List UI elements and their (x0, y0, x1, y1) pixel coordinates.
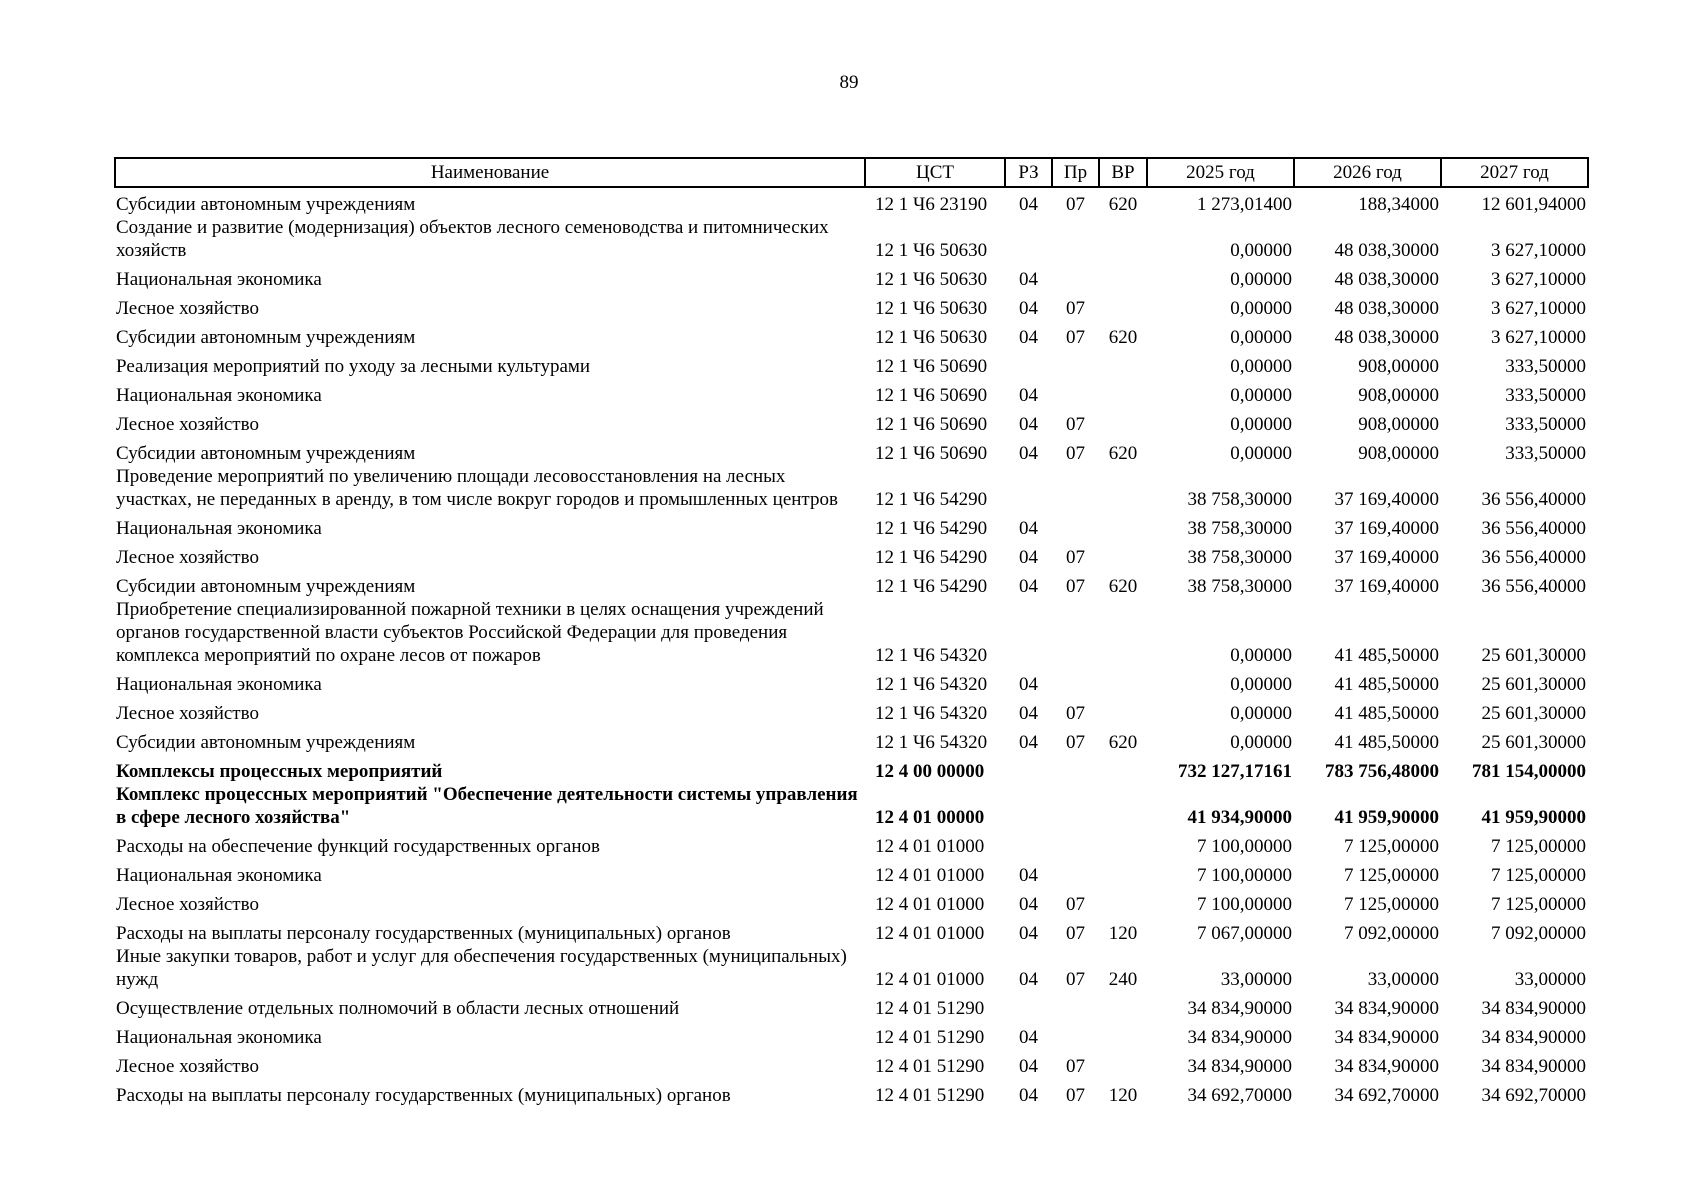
row-value-2026: 41 485,50000 (1334, 703, 1439, 724)
row-value-2026: 7 125,00000 (1344, 894, 1439, 915)
table-row (115, 1020, 1588, 1049)
row-value-2027: 333,50000 (1505, 385, 1586, 406)
row-vr: 620 (1108, 194, 1138, 215)
row-value-2027: 34 834,90000 (1481, 1027, 1586, 1048)
row-vr (1099, 465, 1147, 511)
row-value-2027: 7 125,00000 (1491, 894, 1586, 915)
row-value-2026: 7 125,00000 (1344, 836, 1439, 857)
row-vr (1099, 754, 1147, 783)
row-value-2025: 0,00000 (1230, 240, 1292, 261)
row-name: Субсидии автономным учреждениям (116, 732, 416, 753)
row-vr (1099, 291, 1147, 320)
row-name: Лесное хозяйство (116, 703, 259, 724)
table-row (115, 540, 1588, 569)
header-2027: 2027 год (1441, 158, 1588, 187)
row-name: Субсидии автономным учреждениям (116, 194, 416, 215)
row-rz: 04 (1019, 298, 1038, 319)
row-value-2025: 0,00000 (1230, 269, 1292, 290)
row-cst: 12 1 Ч6 50690 (875, 414, 988, 435)
row-rz: 04 (1019, 894, 1038, 915)
row-pr (1052, 598, 1099, 667)
table-row (115, 465, 1588, 511)
row-cst: 12 1 Ч6 50630 (875, 240, 988, 261)
row-rz (1005, 829, 1052, 858)
row-rz: 04 (1019, 518, 1038, 539)
row-name: Национальная экономика (116, 269, 322, 290)
row-cst: 12 1 Ч6 50690 (875, 356, 988, 377)
table-row (115, 725, 1588, 754)
row-value-2027: 36 556,40000 (1481, 518, 1586, 539)
table-row (115, 291, 1588, 320)
header-pr: Пр (1052, 158, 1099, 187)
row-pr: 07 (1066, 327, 1085, 348)
header-vr: ВР (1099, 158, 1147, 187)
row-pr (1052, 667, 1099, 696)
row-value-2026: 41 959,90000 (1334, 807, 1439, 828)
row-pr: 07 (1066, 414, 1085, 435)
table-row (115, 1049, 1588, 1078)
row-value-2027: 41 959,90000 (1481, 807, 1586, 828)
row-rz: 04 (1019, 414, 1038, 435)
table-row (115, 667, 1588, 696)
row-value-2025: 34 834,90000 (1187, 1056, 1292, 1077)
row-name: Лесное хозяйство (116, 1056, 259, 1077)
row-value-2026: 34 692,70000 (1334, 1085, 1439, 1106)
row-name: Лесное хозяйство (116, 298, 259, 319)
row-value-2027: 7 092,00000 (1491, 923, 1586, 944)
row-pr (1052, 829, 1099, 858)
row-rz: 04 (1019, 674, 1038, 695)
row-rz: 04 (1019, 547, 1038, 568)
table-row (115, 991, 1588, 1020)
row-name: Расходы на выплаты персоналу государственных (муниципальных) органов (116, 923, 731, 944)
row-rz (1005, 465, 1052, 511)
row-pr: 07 (1066, 703, 1085, 724)
row-value-2027: 25 601,30000 (1481, 645, 1586, 666)
row-value-2025: 34 834,90000 (1187, 1027, 1292, 1048)
row-name: Создание и развитие (модернизация) объектов лесного семеноводства и питомнических хозяйств (116, 217, 829, 261)
header-name: Наименование (115, 158, 865, 187)
table-row (115, 262, 1588, 291)
row-name: Проведение мероприятий по увеличению площади лесовосстановления на лесных участках, не переданных в аренду, в том числе вокруг городов и промышленных центров (116, 466, 838, 510)
row-value-2025: 34 834,90000 (1187, 998, 1292, 1019)
row-pr: 07 (1066, 1085, 1085, 1106)
row-cst: 12 1 Ч6 54290 (875, 489, 988, 510)
row-value-2027: 12 601,94000 (1481, 194, 1586, 215)
row-pr: 07 (1066, 894, 1085, 915)
row-vr: 620 (1108, 732, 1138, 753)
row-pr: 07 (1066, 1056, 1085, 1077)
row-vr (1099, 991, 1147, 1020)
row-name: Национальная экономика (116, 1027, 322, 1048)
table-row (115, 783, 1588, 829)
row-vr (1099, 378, 1147, 407)
table-row (115, 1078, 1588, 1107)
row-pr (1052, 754, 1099, 783)
row-value-2027: 34 834,90000 (1481, 1056, 1586, 1077)
table-row (115, 858, 1588, 887)
row-cst: 12 1 Ч6 50630 (875, 298, 988, 319)
row-rz (1005, 216, 1052, 262)
page-number: 89 (839, 72, 859, 93)
row-value-2025: 0,00000 (1230, 385, 1292, 406)
row-cst: 12 1 Ч6 54290 (875, 576, 988, 597)
table-header-row (115, 158, 1588, 187)
row-vr (1099, 858, 1147, 887)
row-name: Комплексы процессных мероприятий (116, 761, 443, 782)
row-cst: 12 1 Ч6 54320 (875, 645, 988, 666)
row-value-2026: 37 169,40000 (1334, 518, 1439, 539)
row-cst: 12 1 Ч6 54320 (875, 732, 988, 753)
row-value-2026: 33,00000 (1367, 969, 1439, 990)
row-value-2025: 7 100,00000 (1197, 836, 1292, 857)
row-value-2025: 7 100,00000 (1197, 894, 1292, 915)
row-rz: 04 (1019, 194, 1038, 215)
table-row (115, 216, 1588, 262)
row-cst: 12 4 01 01000 (875, 894, 985, 915)
row-value-2025: 38 758,30000 (1187, 518, 1292, 539)
row-cst: 12 1 Ч6 54290 (875, 547, 988, 568)
row-value-2025: 0,00000 (1230, 327, 1292, 348)
row-value-2027: 33,00000 (1514, 969, 1586, 990)
row-value-2026: 41 485,50000 (1334, 732, 1439, 753)
row-cst: 12 4 01 51290 (875, 998, 985, 1019)
row-name: Национальная экономика (116, 674, 322, 695)
table-row (115, 945, 1588, 991)
row-name: Национальная экономика (116, 385, 322, 406)
row-rz: 04 (1019, 327, 1038, 348)
row-value-2027: 25 601,30000 (1481, 732, 1586, 753)
row-value-2026: 41 485,50000 (1334, 674, 1439, 695)
header-cst: ЦСТ (865, 158, 1005, 187)
row-pr (1052, 262, 1099, 291)
row-value-2025: 0,00000 (1230, 703, 1292, 724)
row-cst: 12 4 01 01000 (875, 865, 985, 886)
row-vr: 240 (1108, 969, 1138, 990)
row-cst: 12 4 01 01000 (875, 836, 985, 857)
row-value-2026: 34 834,90000 (1334, 998, 1439, 1019)
budget-table (114, 157, 1589, 1107)
row-value-2026: 7 092,00000 (1344, 923, 1439, 944)
row-rz: 04 (1019, 732, 1038, 753)
row-pr: 07 (1066, 547, 1085, 568)
row-name: Лесное хозяйство (116, 414, 259, 435)
row-value-2026: 908,00000 (1358, 356, 1439, 377)
row-value-2026: 783 756,48000 (1325, 761, 1439, 782)
row-value-2025: 0,00000 (1230, 674, 1292, 695)
row-rz: 04 (1019, 923, 1038, 944)
row-cst: 12 1 Ч6 50630 (875, 327, 988, 348)
row-vr (1099, 216, 1147, 262)
row-pr: 07 (1066, 298, 1085, 319)
row-vr (1099, 829, 1147, 858)
row-pr (1052, 216, 1099, 262)
row-cst: 12 1 Ч6 54320 (875, 674, 988, 695)
row-value-2027: 3 627,10000 (1491, 240, 1586, 261)
row-vr: 120 (1108, 1085, 1138, 1106)
row-vr (1099, 696, 1147, 725)
row-value-2026: 34 834,90000 (1334, 1056, 1439, 1077)
header-rz: РЗ (1005, 158, 1052, 187)
row-value-2026: 48 038,30000 (1334, 240, 1439, 261)
row-value-2025: 0,00000 (1230, 443, 1292, 464)
row-cst: 12 1 Ч6 54320 (875, 703, 988, 724)
table-row (115, 378, 1588, 407)
row-rz (1005, 598, 1052, 667)
row-value-2027: 25 601,30000 (1481, 674, 1586, 695)
row-rz: 04 (1019, 865, 1038, 886)
row-value-2027: 333,50000 (1505, 356, 1586, 377)
row-value-2026: 48 038,30000 (1334, 327, 1439, 348)
row-cst: 12 4 01 51290 (875, 1056, 985, 1077)
row-value-2025: 732 127,17161 (1178, 761, 1292, 782)
row-rz (1005, 991, 1052, 1020)
row-vr (1099, 540, 1147, 569)
row-value-2025: 38 758,30000 (1187, 576, 1292, 597)
row-rz: 04 (1019, 576, 1038, 597)
row-cst: 12 1 Ч6 50690 (875, 443, 988, 464)
row-pr (1052, 783, 1099, 829)
row-value-2027: 7 125,00000 (1491, 865, 1586, 886)
row-value-2026: 37 169,40000 (1334, 576, 1439, 597)
row-cst: 12 1 Ч6 54290 (875, 518, 988, 539)
table-row (115, 754, 1588, 783)
row-value-2025: 7 100,00000 (1197, 865, 1292, 886)
row-vr (1099, 667, 1147, 696)
row-pr (1052, 991, 1099, 1020)
row-cst: 12 4 01 00000 (875, 807, 985, 828)
row-vr (1099, 262, 1147, 291)
row-name: Субсидии автономным учреждениям (116, 327, 416, 348)
row-vr (1099, 349, 1147, 378)
row-name: Субсидии автономным учреждениям (116, 443, 416, 464)
row-rz: 04 (1019, 269, 1038, 290)
row-value-2025: 0,00000 (1230, 732, 1292, 753)
row-cst: 12 1 Ч6 23190 (875, 194, 988, 215)
row-value-2027: 36 556,40000 (1481, 547, 1586, 568)
row-value-2026: 48 038,30000 (1334, 269, 1439, 290)
row-value-2026: 908,00000 (1358, 385, 1439, 406)
row-cst: 12 4 01 51290 (875, 1027, 985, 1048)
row-value-2025: 41 934,90000 (1187, 807, 1292, 828)
row-value-2025: 38 758,30000 (1187, 489, 1292, 510)
row-rz: 04 (1019, 443, 1038, 464)
row-value-2026: 37 169,40000 (1334, 547, 1439, 568)
row-value-2027: 3 627,10000 (1491, 269, 1586, 290)
row-value-2027: 36 556,40000 (1481, 489, 1586, 510)
table-row (115, 349, 1588, 378)
row-pr: 07 (1066, 732, 1085, 753)
row-pr (1052, 1020, 1099, 1049)
row-value-2027: 3 627,10000 (1491, 327, 1586, 348)
row-value-2027: 3 627,10000 (1491, 298, 1586, 319)
row-value-2027: 7 125,00000 (1491, 836, 1586, 857)
table-row (115, 598, 1588, 667)
table-row (115, 436, 1588, 465)
row-value-2026: 37 169,40000 (1334, 489, 1439, 510)
row-rz (1005, 349, 1052, 378)
row-value-2026: 188,34000 (1358, 194, 1439, 215)
row-cst: 12 1 Ч6 50690 (875, 385, 988, 406)
row-rz (1005, 754, 1052, 783)
row-vr (1099, 783, 1147, 829)
row-value-2026: 7 125,00000 (1344, 865, 1439, 886)
table-row (115, 916, 1588, 945)
row-vr (1099, 1049, 1147, 1078)
row-value-2025: 0,00000 (1230, 414, 1292, 435)
row-value-2027: 333,50000 (1505, 443, 1586, 464)
row-vr: 620 (1108, 327, 1138, 348)
row-name: Приобретение специализированной пожарной техники в целях оснащения учреждений органов государственной власти субъектов Российской Федерации для проведения комплекса мероприятий по охране лесов от пожаров (116, 599, 824, 666)
row-pr: 07 (1066, 576, 1085, 597)
row-value-2027: 781 154,00000 (1472, 761, 1586, 782)
row-value-2025: 1 273,01400 (1197, 194, 1292, 215)
row-value-2025: 33,00000 (1220, 969, 1292, 990)
row-vr (1099, 598, 1147, 667)
row-pr: 07 (1066, 969, 1085, 990)
row-pr (1052, 858, 1099, 887)
row-name: Расходы на выплаты персоналу государственных (муниципальных) органов (116, 1085, 731, 1106)
row-pr (1052, 511, 1099, 540)
row-rz: 04 (1019, 1085, 1038, 1106)
row-name: Лесное хозяйство (116, 547, 259, 568)
row-value-2025: 34 692,70000 (1187, 1085, 1292, 1106)
header-2025: 2025 год (1147, 158, 1294, 187)
row-cst: 12 4 00 00000 (875, 761, 985, 782)
row-vr: 620 (1108, 576, 1138, 597)
row-rz: 04 (1019, 385, 1038, 406)
row-vr (1099, 511, 1147, 540)
row-cst: 12 4 01 01000 (875, 969, 985, 990)
table-row (115, 887, 1588, 916)
row-value-2025: 0,00000 (1230, 298, 1292, 319)
table-row (115, 569, 1588, 598)
table-row (115, 407, 1588, 436)
row-vr (1099, 407, 1147, 436)
row-pr: 07 (1066, 194, 1085, 215)
row-name: Реализация мероприятий по уходу за лесными культурами (116, 356, 591, 377)
header-2026: 2026 год (1294, 158, 1441, 187)
row-name: Субсидии автономным учреждениям (116, 576, 416, 597)
row-pr: 07 (1066, 923, 1085, 944)
row-cst: 12 4 01 01000 (875, 923, 985, 944)
row-value-2026: 41 485,50000 (1334, 645, 1439, 666)
row-value-2027: 36 556,40000 (1481, 576, 1586, 597)
row-value-2025: 0,00000 (1230, 356, 1292, 377)
row-pr: 07 (1066, 443, 1085, 464)
row-value-2027: 34 834,90000 (1481, 998, 1586, 1019)
row-pr (1052, 378, 1099, 407)
row-vr (1099, 1020, 1147, 1049)
row-rz (1005, 783, 1052, 829)
row-value-2027: 333,50000 (1505, 414, 1586, 435)
row-rz: 04 (1019, 703, 1038, 724)
row-value-2026: 34 834,90000 (1334, 1027, 1439, 1048)
table-row (115, 320, 1588, 349)
row-cst: 12 1 Ч6 50630 (875, 269, 988, 290)
table-row (115, 696, 1588, 725)
row-pr (1052, 349, 1099, 378)
row-value-2025: 7 067,00000 (1197, 923, 1292, 944)
row-cst: 12 4 01 51290 (875, 1085, 985, 1106)
row-value-2026: 48 038,30000 (1334, 298, 1439, 319)
row-vr: 120 (1108, 923, 1138, 944)
row-value-2026: 908,00000 (1358, 443, 1439, 464)
table-row (115, 829, 1588, 858)
row-rz: 04 (1019, 1027, 1038, 1048)
table-row (115, 187, 1588, 216)
table-row (115, 511, 1588, 540)
row-value-2027: 34 692,70000 (1481, 1085, 1586, 1106)
row-value-2026: 908,00000 (1358, 414, 1439, 435)
row-vr (1099, 887, 1147, 916)
row-name: Осуществление отдельных полномочий в области лесных отношений (116, 998, 680, 1019)
row-value-2027: 25 601,30000 (1481, 703, 1586, 724)
row-value-2025: 0,00000 (1230, 645, 1292, 666)
table-body (115, 187, 1588, 1107)
row-value-2025: 38 758,30000 (1187, 547, 1292, 568)
row-vr: 620 (1108, 443, 1138, 464)
row-name: Комплекс процессных мероприятий "Обеспечение деятельности системы управления в сфере лесного хозяйства" (116, 784, 858, 828)
row-name: Расходы на обеспечение функций государственных органов (116, 836, 600, 857)
row-pr (1052, 465, 1099, 511)
row-name: Лесное хозяйство (116, 894, 259, 915)
row-name: Иные закупки товаров, работ и услуг для обеспечения государственных (муниципальных) нужд (116, 946, 847, 990)
row-name: Национальная экономика (116, 518, 322, 539)
row-rz: 04 (1019, 1056, 1038, 1077)
row-rz: 04 (1019, 969, 1038, 990)
row-name: Национальная экономика (116, 865, 322, 886)
